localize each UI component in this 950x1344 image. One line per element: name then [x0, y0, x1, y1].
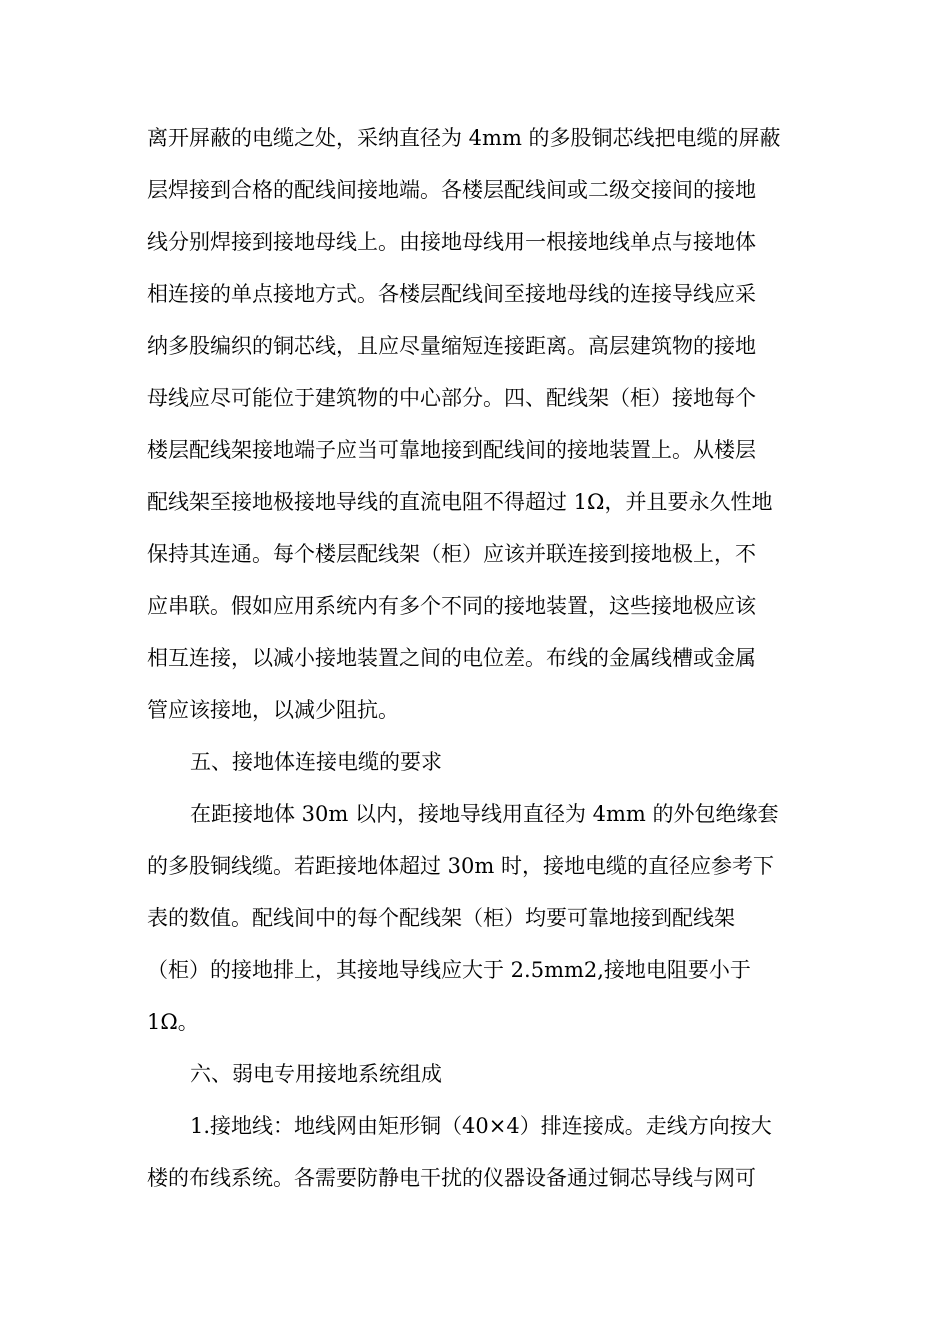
text-line: 1Ω。: [147, 1010, 199, 1034]
section-heading: 五、接地体连接电缆的要求: [190, 750, 442, 774]
text-line: 线分别焊接到接地母线上。由接地母线用一根接地线单点与接地体: [147, 230, 756, 254]
text-line: 离开屏蔽的电缆之处，采纳直径为 4mm 的多股铜芯线把电缆的屏蔽: [147, 126, 781, 150]
text-line: 配线架至接地极接地导线的直流电阻不得超过 1Ω，并且要永久性地: [147, 490, 773, 514]
text-line: 的多股铜线缆。若距接地体超过 30m 时，接地电缆的直径应参考下: [147, 854, 774, 878]
text-line: 1.接地线：地线网由矩形铜（40×4）排连接成。走线方向按大: [190, 1114, 772, 1138]
text-line: 应串联。假如应用系统内有多个不同的接地装置，这些接地极应该: [147, 594, 756, 618]
text-line: 保持其连通。每个楼层配线架（柜）应该并联连接到接地极上，不: [147, 542, 756, 566]
text-line: 管应该接地，以减少阻抗。: [147, 698, 399, 722]
text-line: 表的数值。配线间中的每个配线架（柜）均要可靠地接到配线架: [147, 906, 735, 930]
document-body: [147, 112, 807, 1204]
text-line: 母线应尽可能位于建筑物的中心部分。四、配线架（柜）接地每个: [147, 386, 756, 410]
text-line: 相互连接，以减小接地装置之间的电位差。布线的金属线槽或金属: [147, 646, 756, 670]
text-line: 层焊接到合格的配线间接地端。各楼层配线间或二级交接间的接地: [147, 178, 756, 202]
text-line: （柜）的接地排上，其接地导线应大于 2.5mm2,接地电阻要小于: [147, 958, 751, 982]
text-line: 相连接的单点接地方式。各楼层配线间至接地母线的连接导线应采: [147, 282, 756, 306]
text-line: 楼层配线架接地端子应当可靠地接到配线间的接地装置上。从楼层: [147, 438, 756, 462]
section-heading: 六、弱电专用接地系统组成: [190, 1062, 442, 1086]
text-line: 楼的布线系统。各需要防静电干扰的仪器设备通过铜芯导线与网可: [147, 1166, 756, 1190]
text-line: 在距接地体 30m 以内，接地导线用直径为 4mm 的外包绝缘套: [190, 802, 779, 826]
text-line: 纳多股编织的铜芯线，且应尽量缩短连接距离。高层建筑物的接地: [147, 334, 756, 358]
